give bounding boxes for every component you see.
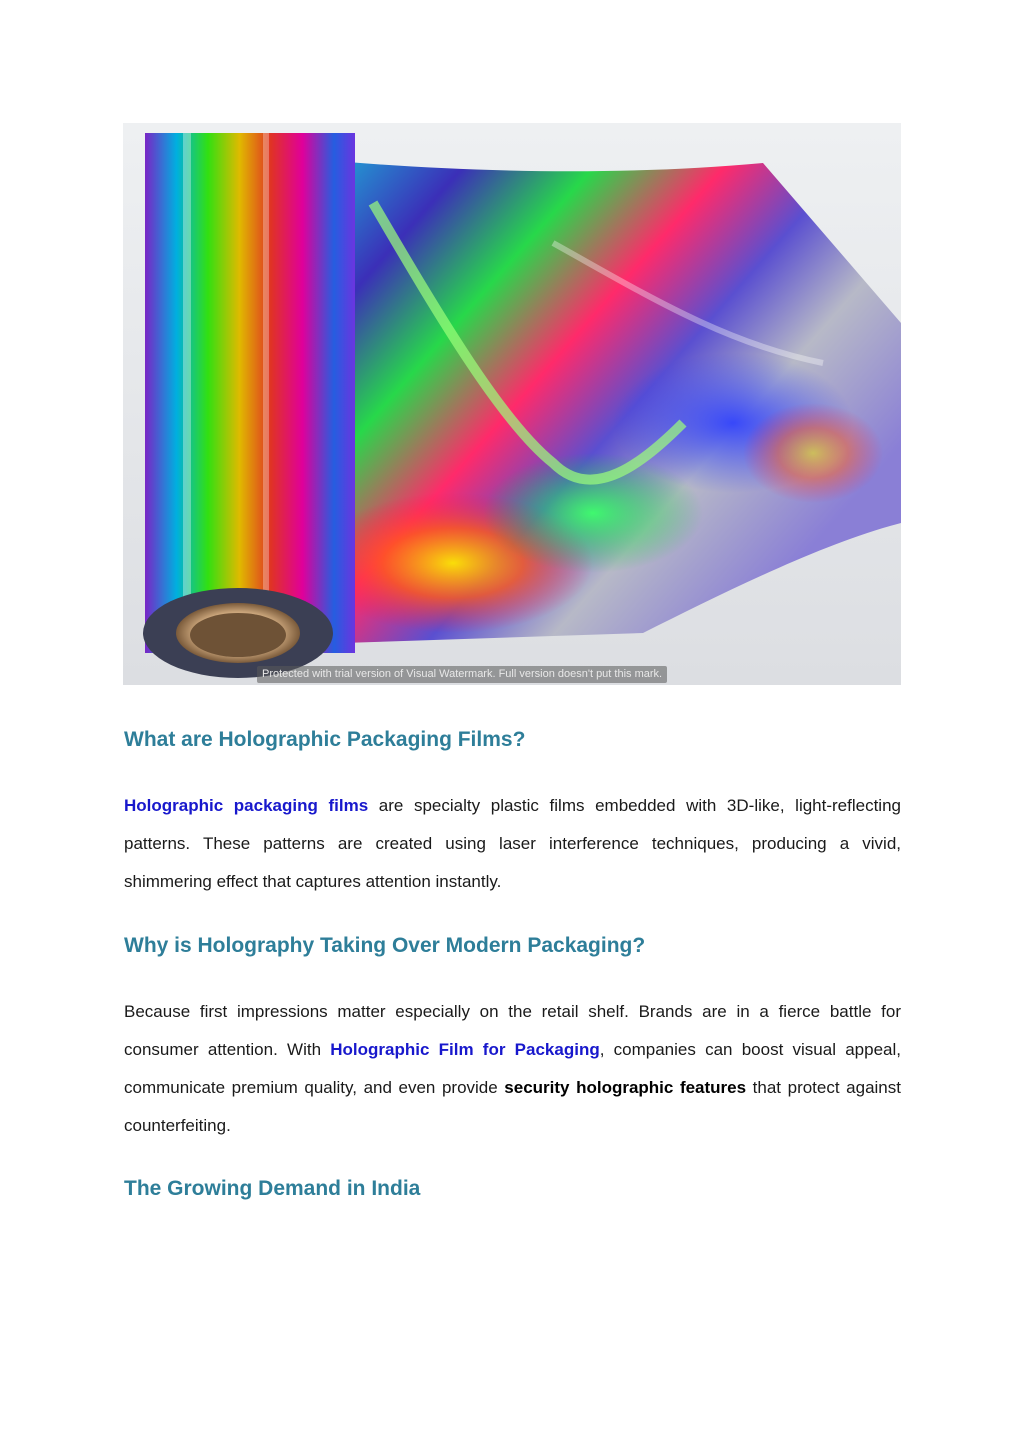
section-heading-growing-demand-india: The Growing Demand in India (124, 1177, 421, 1200)
holographic-packaging-films-link[interactable]: Holographic packaging films (124, 796, 369, 815)
section2-paragraph (124, 993, 901, 1145)
section1-text: are specialty plastic films embedded with 3D-like, light-reflecting patterns. These patterns are created using laser interference techniques, producing a vivid, shimmering effect that captures attention instantly. (124, 796, 901, 891)
section1-paragraph (124, 787, 901, 901)
section2-text-c: that protect against counterfeiting. (124, 1078, 901, 1135)
security-features-bold: security holographic features (504, 1078, 747, 1097)
image-watermark: Protected with trial version of Visual Watermark. Full version doesn't put this mark. (257, 666, 667, 683)
section-heading-what-are-holographic-films: What are Holographic Packaging Films? (124, 728, 526, 751)
section2-text-b: , companies can boost visual appeal, communicate premium quality, and even provide (124, 1040, 901, 1097)
section-heading-why-holography: Why is Holography Taking Over Modern Packaging? (124, 934, 646, 957)
holographic-film-image (123, 123, 901, 685)
section2-text-a: Because first impressions matter especially on the retail shelf. Brands are in a fierce battle for consumer attention. With (124, 1002, 901, 1059)
holographic-film-for-packaging-link[interactable]: Holographic Film for Packaging (330, 1040, 600, 1059)
